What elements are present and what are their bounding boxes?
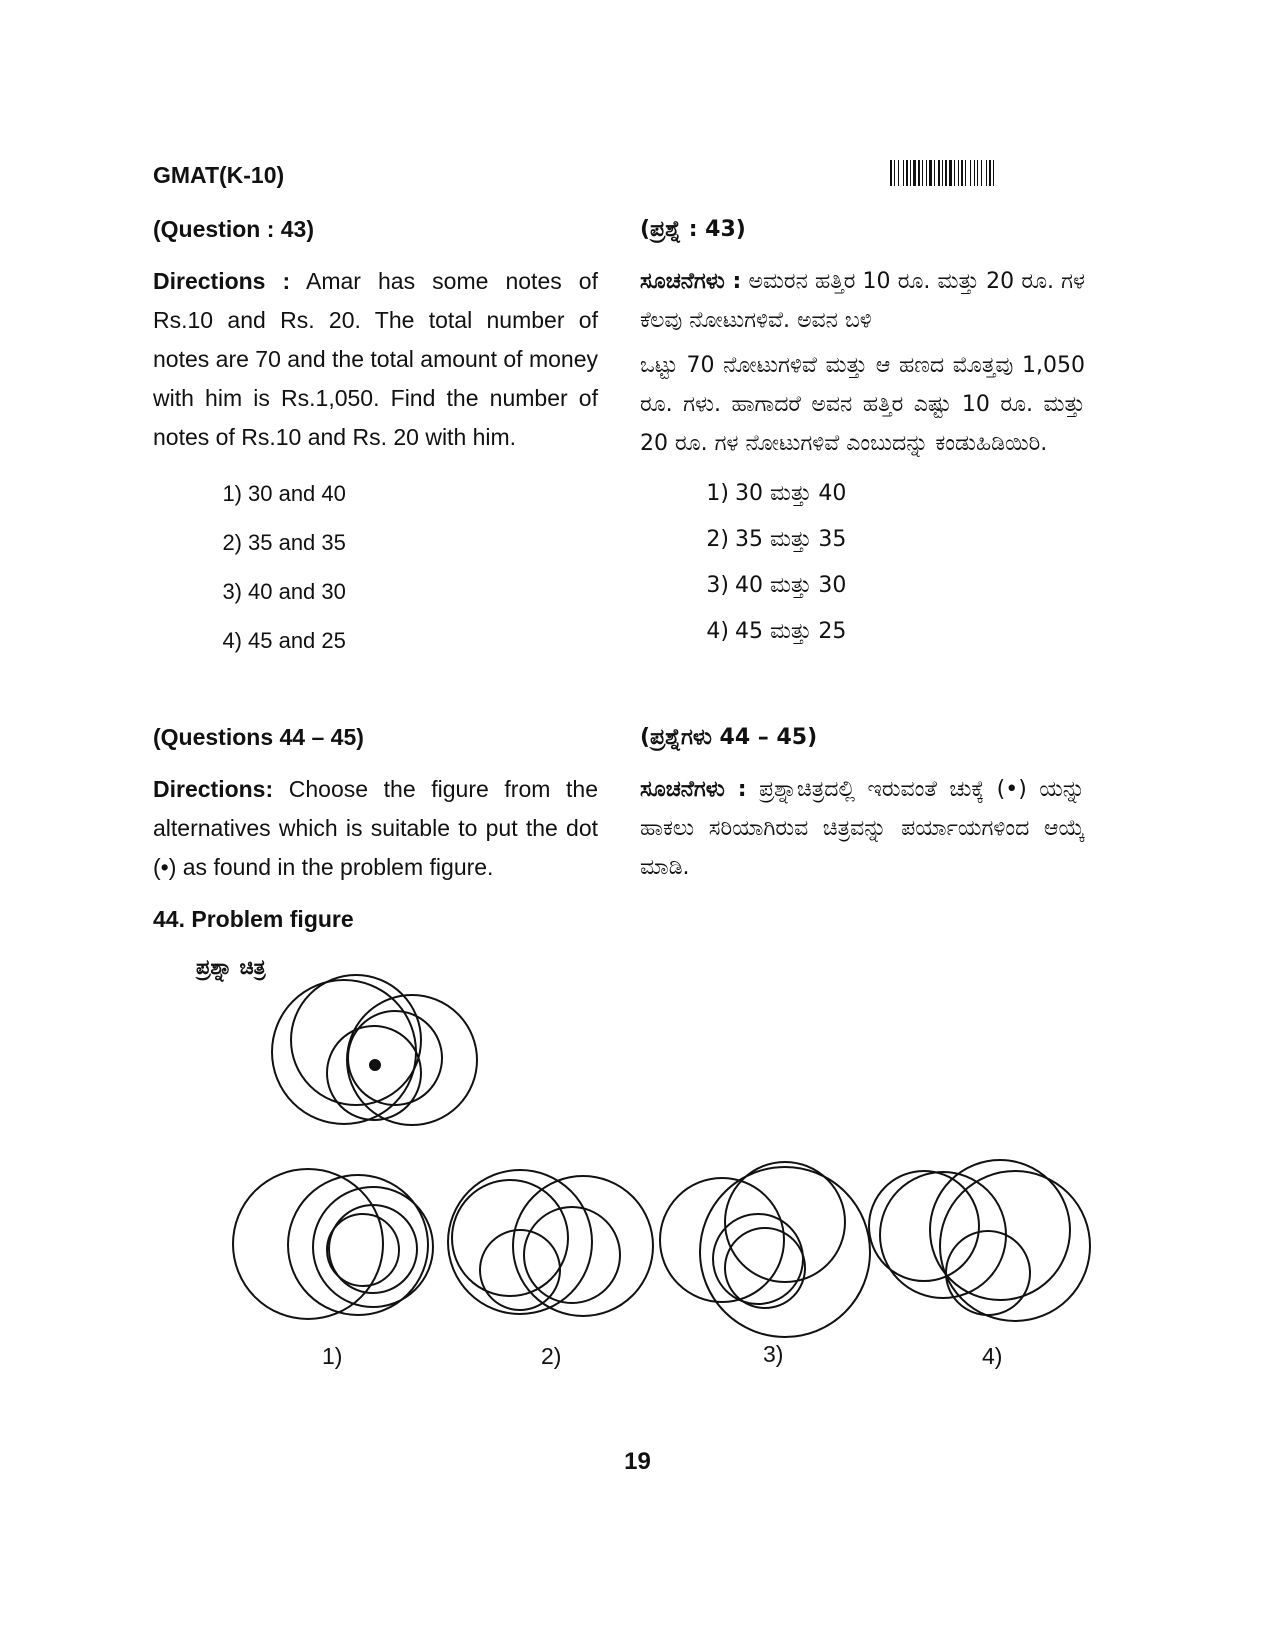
- figure-circle: [452, 1180, 568, 1296]
- directions-label: ಸೂಚನೆಗಳು :: [640, 777, 747, 802]
- dot-marker: [370, 1060, 380, 1070]
- directions-label: ಸೂಚನೆಗಳು :: [640, 269, 742, 294]
- q44-title-kn: ಪ್ರಶ್ನಾ ಚಿತ್ರ: [196, 955, 266, 979]
- option-1[interactable]: 1) 30 ಮತ್ತು 40: [706, 481, 847, 506]
- figure-circle: [946, 1231, 1030, 1315]
- exam-code: GMAT(K-10): [153, 162, 285, 188]
- figure-circle: [930, 1160, 1070, 1300]
- q43-heading-en: (Question : 43): [153, 216, 315, 242]
- figure-circle: [700, 1167, 870, 1337]
- q44-45-heading-en: (Questions 44 – 45): [153, 724, 364, 750]
- directions-text: Choose the figure from the alternatives which is suitable to put the dot (•) as found in the problem figure.: [153, 776, 598, 880]
- figure-circle: [524, 1207, 620, 1303]
- figure-circle: [660, 1178, 784, 1302]
- figure-circle: [480, 1230, 560, 1310]
- figure-circle: [327, 1214, 399, 1286]
- q44-title: 44. Problem figure: [153, 906, 354, 932]
- problem-circle: [272, 980, 416, 1124]
- option-3[interactable]: 3) 40 and 30: [222, 579, 346, 604]
- figure-circle: [869, 1171, 979, 1281]
- q43-directions-kn-2: ಒಟ್ಟು 70 ನೋಟುಗಳಿವೆ ಮತ್ತು ಆ ಹಣದ ಮೊತ್ತವು 1,050 ರೂ. ಗಳು. ಹಾಗಾದರೆ ಅವನ ಹತ್ತಿರ ಎಷ್ಟು 10 ರೂ. ಮತ್ತು 20 ರೂ. ಗಳ ನೋಟುಗಳಿವೆ ಎಂಬುದನ್ನು ಕಂಡುಹಿಡಿಯಿರಿ.: [640, 353, 1085, 456]
- answer-figure-4[interactable]: [869, 1160, 1090, 1321]
- answer-figure-3[interactable]: [660, 1162, 870, 1337]
- answer-figure-2[interactable]: [448, 1170, 653, 1316]
- problem-figure: [272, 975, 477, 1125]
- answer-label-4: 4): [982, 1343, 1003, 1369]
- option-2[interactable]: 2) 35 ಮತ್ತು 35: [706, 527, 847, 552]
- option-2[interactable]: 2) 35 and 35: [222, 530, 346, 555]
- answer-figure-1[interactable]: [233, 1169, 433, 1319]
- figure-circle: [233, 1169, 383, 1319]
- directions-text: ಅಮರನ ಹತ್ತಿರ 10 ರೂ. ಮತ್ತು 20 ರೂ. ಗಳ ಕೆಲವು ನೋಟುಗಳಿವೆ. ಅವನ ಬಳಿ: [640, 269, 1085, 333]
- option-3[interactable]: 3) 40 ಮತ್ತು 30: [706, 573, 847, 598]
- directions-text: Amar has some notes of Rs.10 and Rs. 20. The total number of notes are 70 and the total amount of money with him is Rs.1,050. Find the number of notes of Rs.10 and Rs. 20 with him.: [153, 268, 598, 450]
- option-1[interactable]: 1) 30 and 40: [222, 481, 346, 506]
- q44-45-heading-kn: (ಪ್ರಶ್ನೆಗಳು 44 – 45): [640, 725, 818, 750]
- option-4[interactable]: 4) 45 and 25: [222, 628, 346, 653]
- directions-text: ಪ್ರಶ್ನಾಚಿತ್ರದಲ್ಲಿ ಇರುವಂತೆ ಚುಕ್ಕೆ (•) ಯನ್ನು ಹಾಕಲು ಸರಿಯಾಗಿರುವ ಚಿತ್ರವನ್ನು ಪರ್ಯಾಯಗಳಿಂದ ಆಯ್ಕೆ ಮಾಡಿ.: [640, 777, 1085, 880]
- figure-circle: [288, 1175, 428, 1315]
- q43-heading-kn: (ಪ್ರಶ್ನೆ : 43): [640, 217, 746, 242]
- answer-label-2: 2): [541, 1343, 562, 1369]
- figure-circle: [448, 1170, 592, 1314]
- answer-label-3: 3): [763, 1341, 784, 1367]
- problem-circle: [327, 1026, 421, 1120]
- figure-circle: [725, 1228, 805, 1308]
- figure-circle: [513, 1176, 653, 1316]
- option-4[interactable]: 4) 45 ಮತ್ತು 25: [706, 619, 847, 644]
- page-number: 19: [624, 1448, 651, 1475]
- answer-label-1: 1): [322, 1343, 343, 1369]
- directions-label: Directions:: [153, 776, 274, 802]
- directions-label: Directions :: [153, 268, 291, 294]
